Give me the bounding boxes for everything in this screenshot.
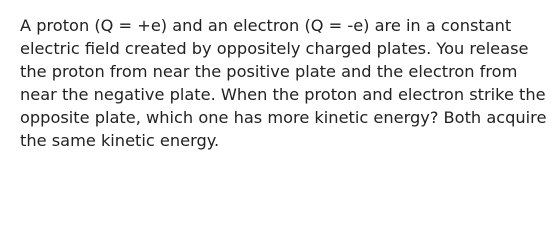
question-text bbox=[20, 14, 550, 153]
answer-line: the same kinetic energy. bbox=[20, 131, 220, 151]
question-line: the proton from near the positive plate and the electron from bbox=[20, 62, 518, 82]
question-line: near the negative plate. When the proton and electron strike the bbox=[20, 85, 546, 105]
question-line: opposite plate, which one has more kinetic energy? Both acquire bbox=[20, 108, 547, 128]
question-line: electric field created by oppositely charged plates. You release bbox=[20, 39, 529, 59]
question-line: A proton (Q = +e) and an electron (Q = -e) are in a constant bbox=[20, 16, 512, 35]
